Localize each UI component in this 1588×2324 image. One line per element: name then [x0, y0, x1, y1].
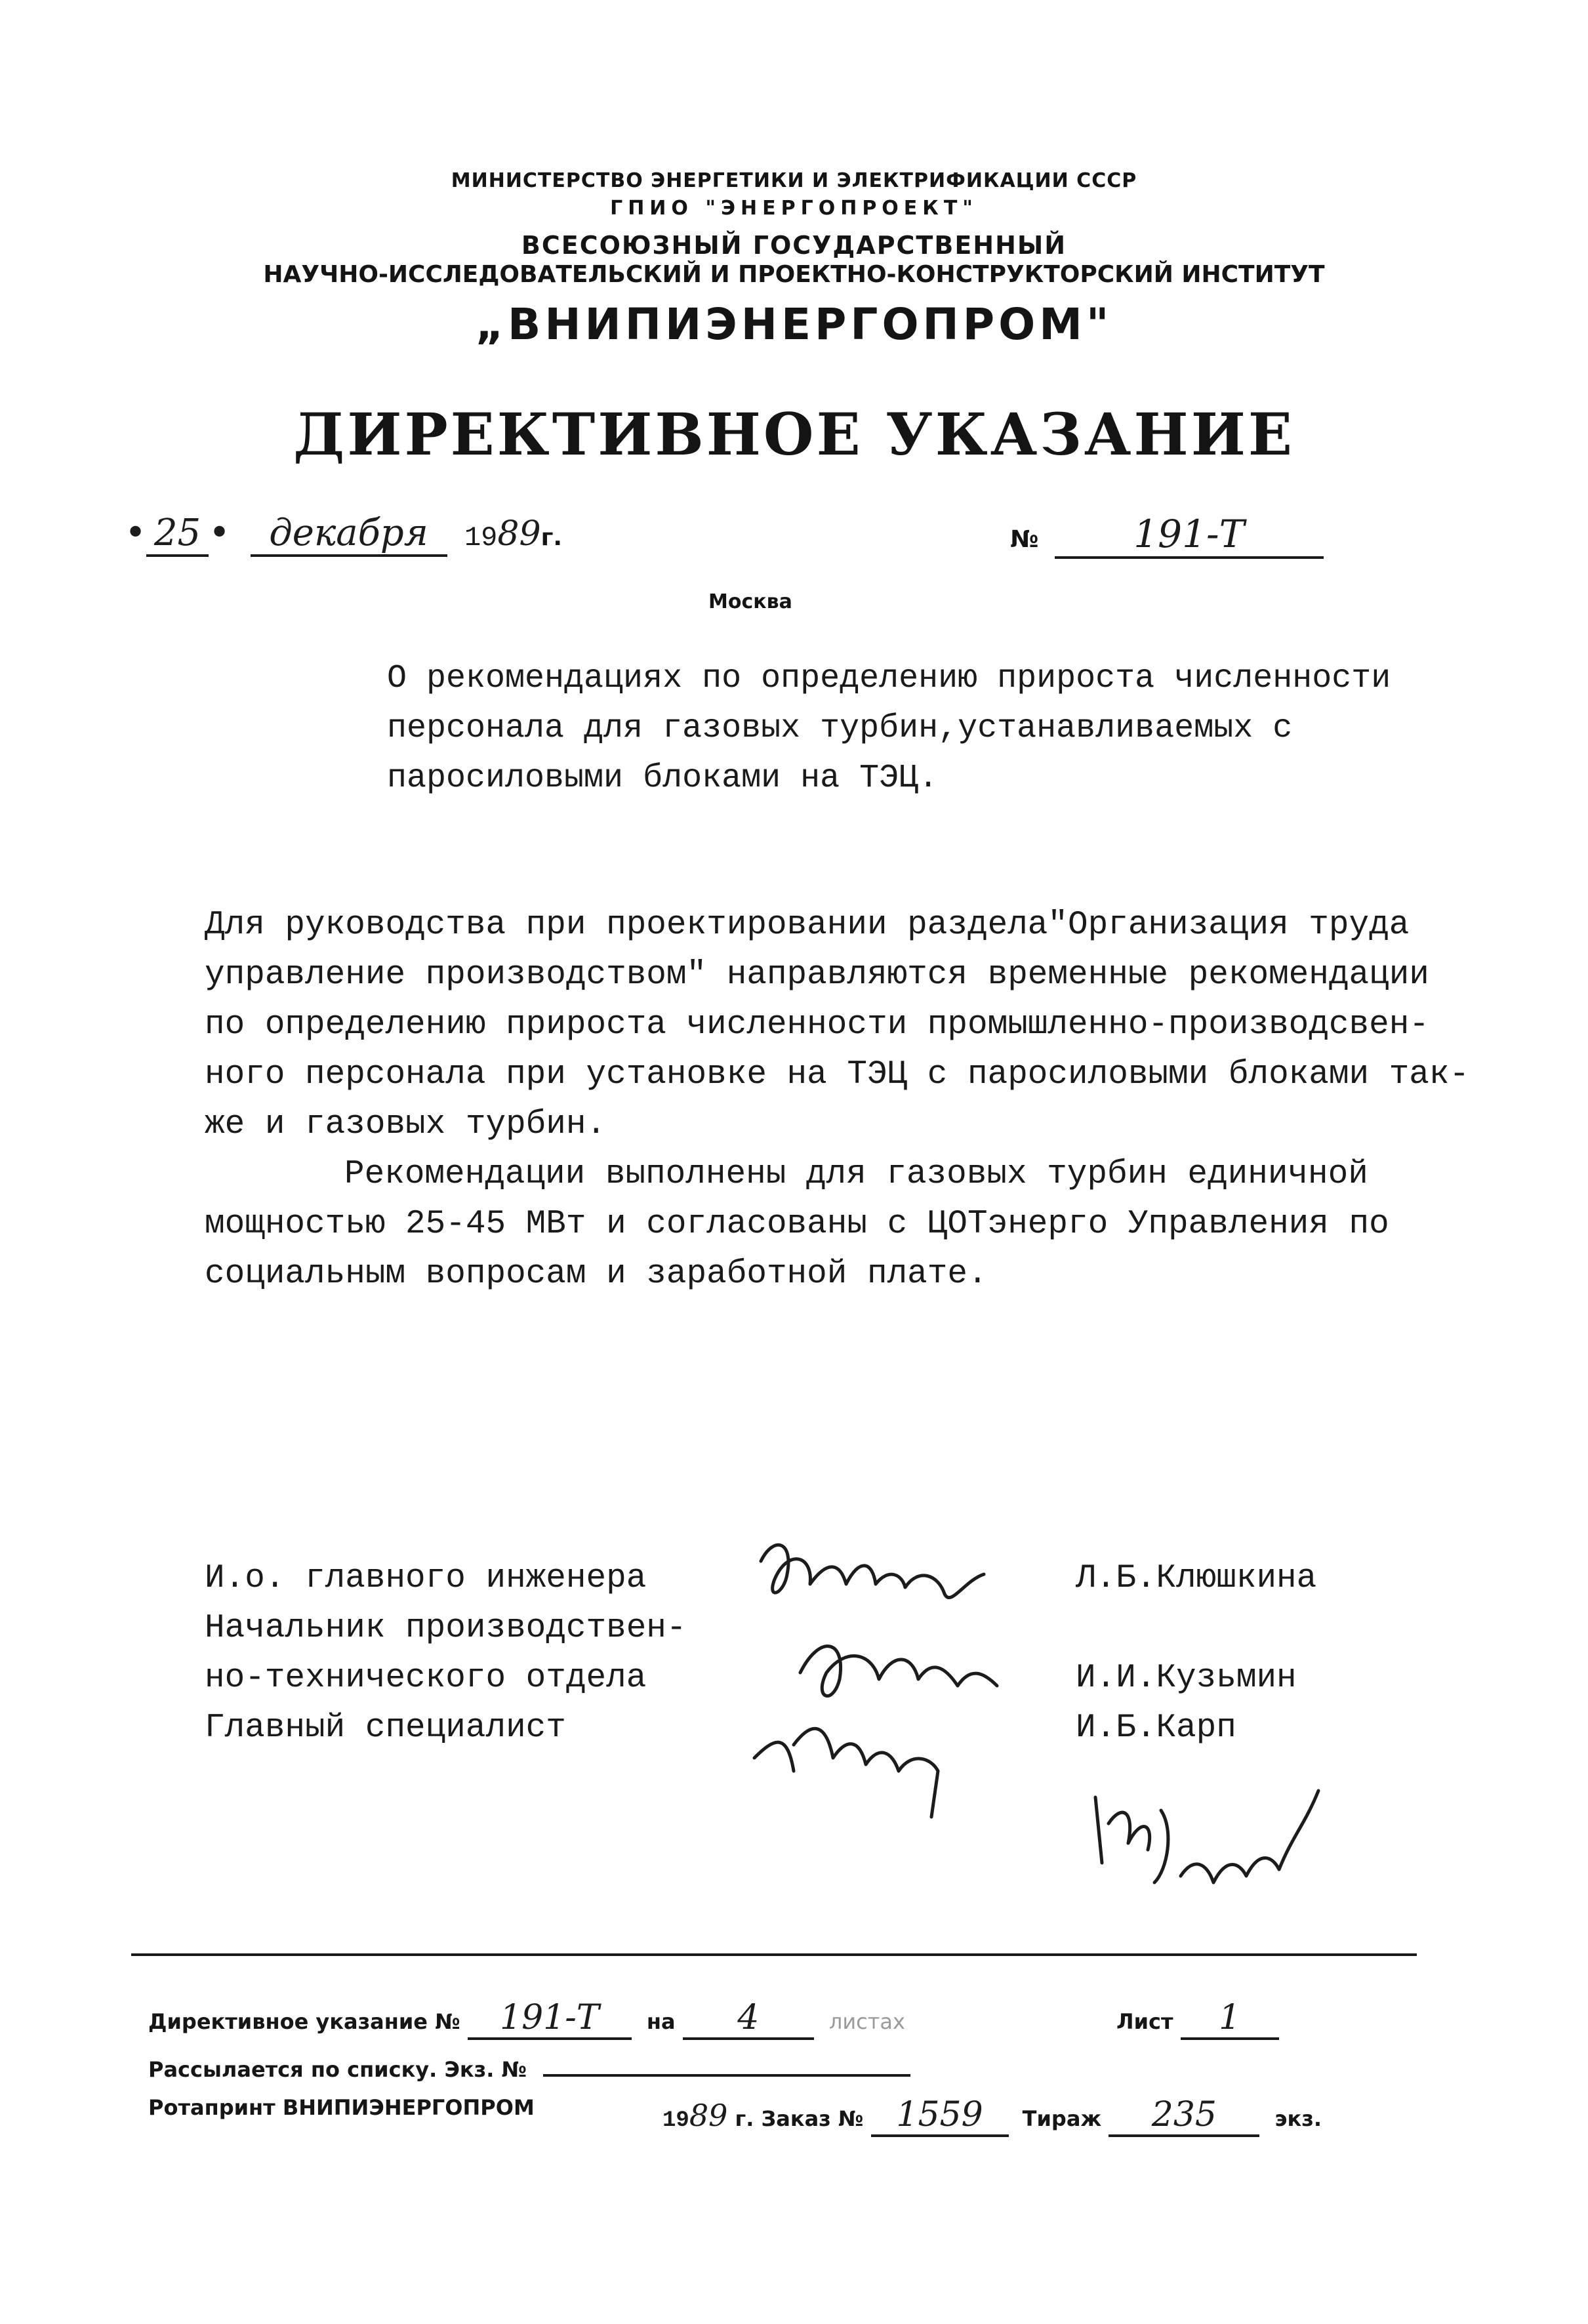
- signature-1: [761, 1545, 984, 1597]
- handwritten-annotation: [1082, 1771, 1332, 1902]
- signature-3: [754, 1728, 938, 1817]
- subject-line-3: паросиловыми блоками на ТЭЦ.: [387, 760, 939, 797]
- footer-on-label: на: [646, 2009, 676, 2034]
- footer-print-label: Тираж: [1022, 2106, 1102, 2131]
- footer-print-run: 235: [1109, 2095, 1259, 2137]
- footer-distribution-label: Рассылается по списку. Экз. №: [148, 2057, 527, 2082]
- date-year-prefix: 19: [464, 522, 498, 554]
- city: Москва: [708, 590, 792, 613]
- date-month: декабря: [251, 512, 447, 557]
- footer-year: 89: [689, 2098, 728, 2133]
- footer-line-3: [148, 2095, 535, 2120]
- body-line-8: социальным вопросам и заработной плате.: [205, 1255, 988, 1293]
- footer-line-2: [148, 2052, 910, 2082]
- footer-divider: [131, 1953, 1417, 1956]
- body-line-5: же и газовых турбин.: [205, 1106, 607, 1143]
- subject-line-2: персонала для газовых турбин,устанавливаемых с: [387, 710, 1293, 747]
- number-line: [1010, 512, 1324, 559]
- footer-line-3-right: [662, 2095, 1322, 2137]
- footer-year-mark: г.: [735, 2106, 754, 2131]
- body-line-4: ного персонала при установке на ТЭЦ с паросиловыми блоками так-: [205, 1056, 1470, 1093]
- footer-copy-number-blank: [543, 2052, 910, 2077]
- signatory-name-4: И.Б.Карп: [1076, 1709, 1236, 1747]
- date-line: • 25 • декабря 1989г.: [125, 512, 562, 557]
- signatory-name-1: Л.Б.Клюшкина: [1076, 1560, 1317, 1597]
- body-line-2: управление производством" направляются временные рекомендации: [205, 956, 1429, 994]
- footer-line-1: [148, 1998, 905, 2040]
- signatory-name-3: И.И.Кузьмин: [1076, 1660, 1297, 1697]
- date-year-mark: г.: [540, 524, 563, 551]
- institute-name: „ВНИПИЭНЕРГОПРОМ": [475, 299, 1113, 350]
- signatory-title-4: Главный специалист: [205, 1709, 566, 1747]
- handwritten-signatures: [748, 1522, 1076, 1824]
- footer-copies-label: экз.: [1274, 2106, 1322, 2131]
- document-number: 191-Т: [1055, 512, 1324, 559]
- union-state-line: ВСЕСОЮЗНЫЙ ГОСУДАРСТВЕННЫЙ: [521, 231, 1067, 260]
- footer-directive-number: 191-Т: [468, 1998, 632, 2040]
- gpio-line: ГПИО "ЭНЕРГОПРОЕКТ": [610, 197, 978, 220]
- institute-type-line: НАУЧНО-ИССЛЕДОВАТЕЛЬСКИЙ И ПРОЕКТНО-КОНСТРУКТОРСКИЙ ИНСТИТУТ: [263, 261, 1325, 288]
- footer-order-number: 1559: [871, 2095, 1009, 2137]
- signatory-title-1: И.о. главного инженера: [205, 1560, 647, 1597]
- footer-rotaprint-label: Ротапринт ВНИПИЭНЕРГОПРОМ: [148, 2095, 535, 2120]
- footer-sheets-count: 4: [683, 1998, 814, 2040]
- signature-2: [800, 1646, 997, 1696]
- footer-directive-label: Директивное указание №: [148, 2009, 460, 2034]
- number-label: №: [1010, 526, 1039, 553]
- ministry-line: МИНИСТЕРСТВО ЭНЕРГЕТИКИ И ЭЛЕКТРИФИКАЦИИ СССР: [451, 169, 1137, 192]
- body-line-3: по определению прироста численности промышленно-производсвен-: [205, 1006, 1429, 1044]
- footer-sheet-label: Лист: [1116, 2009, 1173, 2034]
- body-line-1: Для руководства при проектировании раздела"Организация труда: [205, 907, 1410, 944]
- subject-line-1: О рекомендациях по определению прироста численности: [387, 660, 1391, 697]
- signatory-title-2: Начальник производствен-: [205, 1610, 687, 1647]
- body-line-7: мощностью 25-45 МВт и согласованы с ЦОТэнерго Управления по: [205, 1206, 1389, 1243]
- signatory-title-3: но-технического отдела: [205, 1660, 647, 1697]
- footer-year-prefix: 19: [662, 2108, 689, 2133]
- footer-order-label: Заказ №: [761, 2106, 864, 2131]
- footer-sheets-word: листах: [828, 2009, 905, 2034]
- document-type-title: ДИРЕКТИВНОЕ УКАЗАНИЕ: [293, 400, 1295, 468]
- date-day: 25: [146, 512, 209, 557]
- footer-sheet: [1116, 1998, 1279, 2040]
- date-year-suffix: 89: [497, 514, 541, 554]
- footer-sheet-number: 1: [1181, 1998, 1279, 2040]
- body-line-6: Рекомендации выполнены для газовых турбин единичной: [344, 1156, 1368, 1193]
